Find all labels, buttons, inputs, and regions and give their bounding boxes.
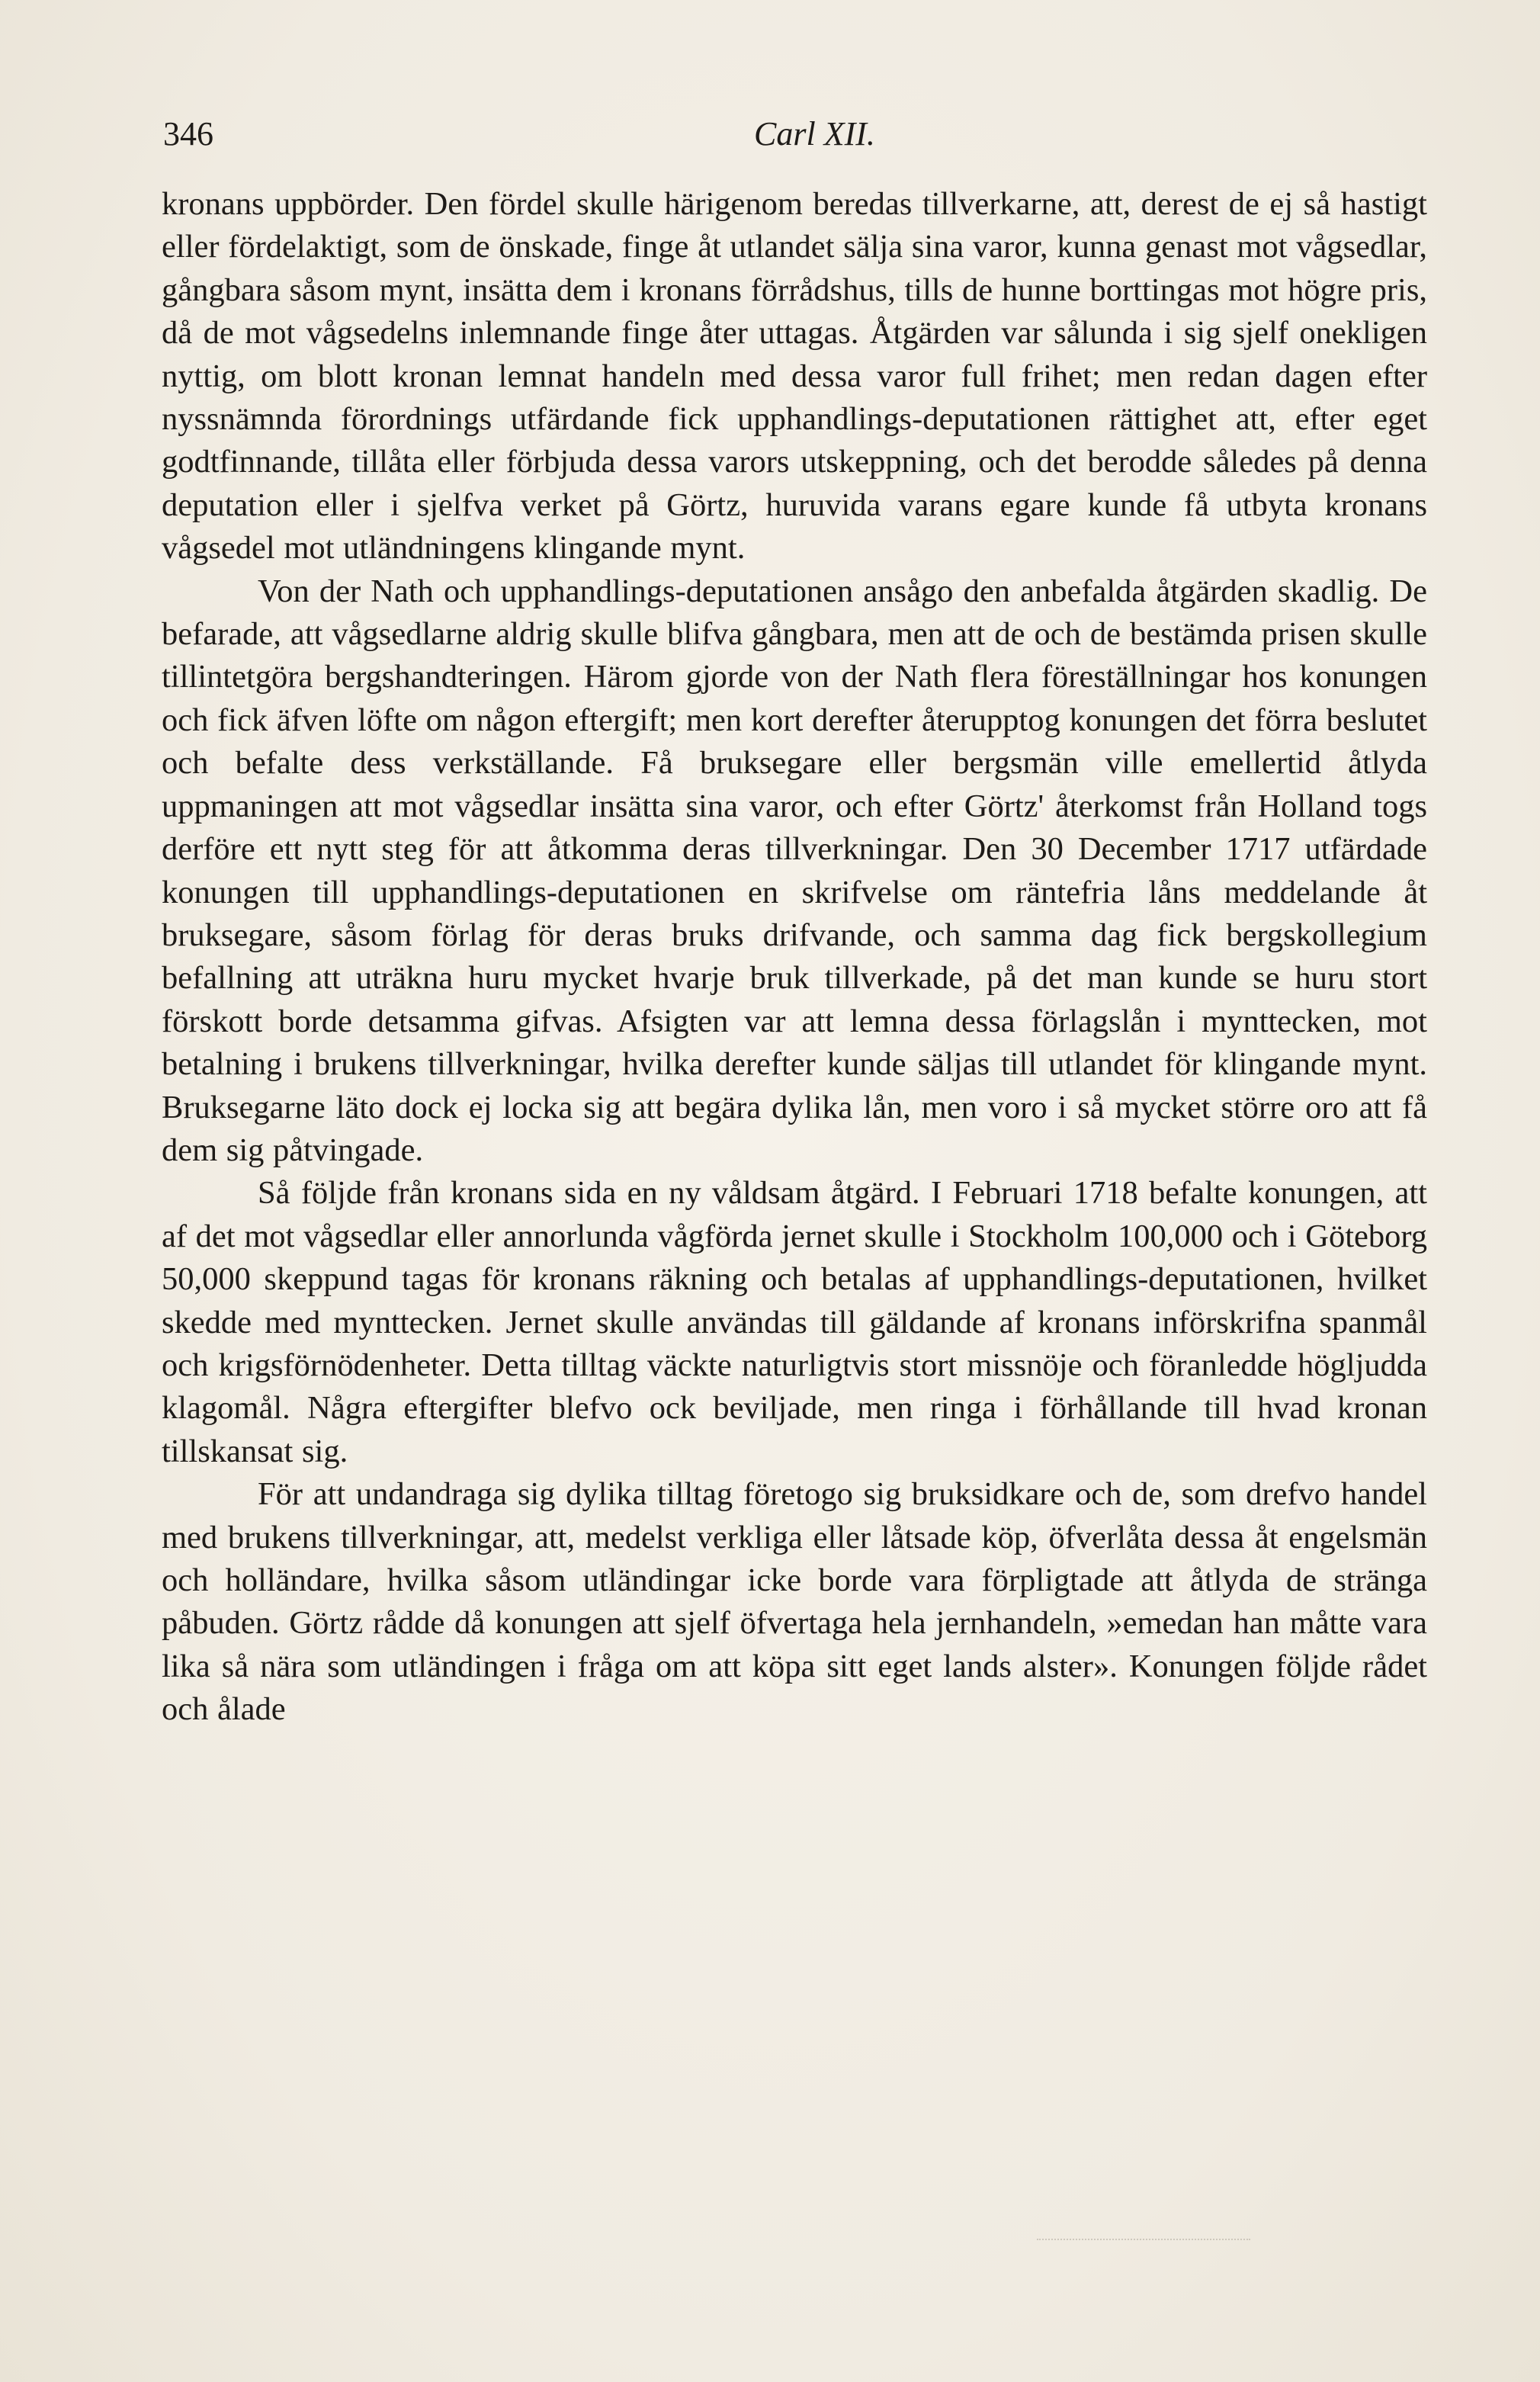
- page-header: [163, 114, 1429, 160]
- page-number: 346: [163, 115, 213, 152]
- paper-smudge: [1037, 2239, 1250, 2243]
- body-text: [162, 183, 1427, 1732]
- running-head: Carl XII.: [754, 115, 875, 152]
- paragraph-2: Von der Nath och upphandlings-deputationen ansågo den anbefalda åtgärden skadlig. De befarade, att vågsedlarne aldrig skulle blifva gångbara, men att de och de bestämda prisen skulle tillintetgöra bergshandteringen. Härom gjorde von der Nath flera föreställningar hos konungen och fick äfven löfte om någon eftergift; men kort derefter återupptog konungen det förra beslutet och befalte dess verkställande. Få bruksegare eller bergsmän ville emellertid åtlyda uppmaningen att mot vågsedlar insätta sina varor, och efter Görtz' återkomst från Holland togs derföre ett nytt steg för att åtkomma deras tillverkningar. Den 30 December 1717 utfärdade konungen till upphandlings-deputationen en skrifvelse om räntefria låns meddelande åt bruksegare, såsom förlag för deras bruks drifvande, och samma dag fick bergskollegium befallning att uträkna huru mycket hvarje bruk tillverkade, på det man kunde se huru stort förskott borde detsamma gifvas. Afsigten var att lemna dessa förlagslån i mynttecken, mot betalning i brukens tillverkningar, hvilka derefter kunde säljas till utlandet för klingande mynt. Bruksegarne läto dock ej locka sig att begära dylika lån, men voro i så mycket större oro att få dem sig påtvingade.: [162, 573, 1427, 1168]
- paragraph-4: För att undandraga sig dylika tilltag företogo sig bruksidkare och de, som drefvo handel med brukens tillverkningar, att, medelst verkliga eller låtsade köp, öfverlåta dessa åt engelsmän och holländare, hvilka såsom utländingar icke borde vara förpligtade att åtlyda de stränga påbuden. Görtz rådde då konungen att sjelf öfvertaga hela jernhandeln, »emedan han måtte vara lika så nära som utländingen i fråga om att köpa sitt eget lands alster». Konungen följde rådet och ålade: [162, 1476, 1427, 1728]
- paragraph-3: Så följde från kronans sida en ny våldsam åtgärd. I Februari 1718 befalte konungen, att af det mot vågsedlar eller annorlunda vågförda jernet skulle i Stockholm 100,000 och i Göteborg 50,000 skeppund tagas för kronans räkning och betalas af upphandlings-deputationen, hvilket skedde med mynttecken. Jernet skulle användas till gäldande af kronans införskrifna spanmål och krigsförnödenheter. Detta tilltag väckte naturligtvis stort missnöje och föranledde högljudda klagomål. Några eftergifter blefvo ock beviljade, men ringa i förhållande till hvad kronan tillskansat sig.: [162, 1175, 1427, 1469]
- paragraph-1: kronans uppbörder. Den fördel skulle härigenom beredas tillverkarne, att, derest de ej så hastigt eller fördelaktigt, som de önskade, finge åt utlandet sälja sina varor, kunna genast mot vågsedlar, gångbara såsom mynt, insätta dem i kronans förrådshus, tills de hunne borttingas mot högre pris, då de mot vågsedelns inlemnande finge åter uttagas. Åtgärden var sålunda i sig sjelf onekligen nyttig, om blott kronan lemnat handeln med dessa varor full frihet; men redan dagen efter nyssnämnda förordnings utfärdande fick upphandlings-deputationen rättighet att, efter eget godtfinnande, tillåta eller förbjuda dessa varors utskeppning, och det berodde således på denna deputation eller i sjelfva verket på Görtz, huruvida varans egare kunde få utbyta kronans vågsedel mot utländningens klingande mynt.: [162, 186, 1427, 567]
